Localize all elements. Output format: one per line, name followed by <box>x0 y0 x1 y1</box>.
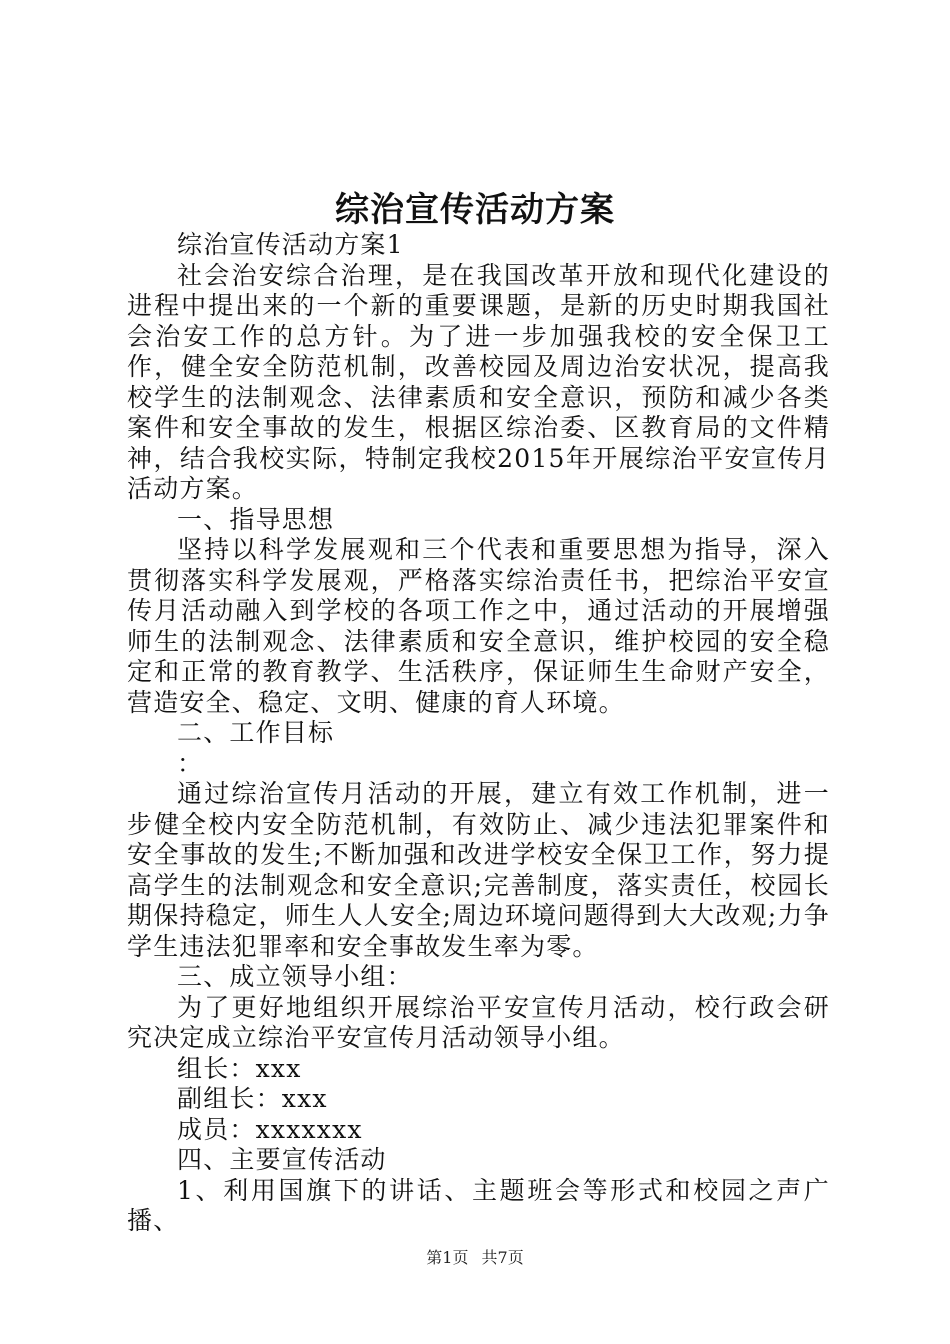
page-total: 共7页 <box>481 1248 524 1267</box>
section-heading-guiding-ideology: 一、指导思想 <box>177 504 335 534</box>
paragraph-work-goals: 通过综治宣传月活动的开展，建立有效工作机制，进一步健全校内安全防范机制，有效防止、减少违法犯罪案件和安全事故的发生;不断加强和改进学校安全保卫工作，努力提高学生的法制观念和安全意识;完善制度，落实责任，校园长期保持稳定，师生人人安全;周边环境问题得到大大改观;力争学生违法犯罪率和安全事故发生率为零。 <box>127 779 830 961</box>
deputy-leader-line: 副组长：xxx <box>177 1084 328 1113</box>
paragraph-leadership-group: 为了更好地组织开展综治平安宣传月活动，校行政会研究决定成立综治平安宣传月活动领导小组。 <box>127 992 830 1052</box>
page-footer <box>0 1245 950 1268</box>
paragraph-activity-1: 1、利用国旗下的讲话、主题班会等形式和校园之声广播、 <box>127 1175 830 1235</box>
paragraph-intro: 社会治安综合治理，是在我国改革开放和现代化建设的进程中提出来的一个新的重要课题，是新的历史时期我国社会治安工作的总方针。为了进一步加强我校的安全保卫工作，健全安全防范机制，改善校园及周边治安状况，提高我校学生的法制观念、法律素质和安全意识，预防和减少各类案件和安全事故的发生，根据区综治委、区教育局的文件精神，结合我校实际，特制定我校2015年开展综治平安宣传月活动方案。 <box>127 260 830 503</box>
subtitle-line: 综治宣传活动方案1 <box>177 230 404 259</box>
group-leader-line: 组长：xxx <box>177 1053 302 1083</box>
section-heading-leadership-group: 三、成立领导小组： <box>177 962 413 991</box>
colon-line: ： <box>177 748 204 778</box>
page-number: 第1页 <box>426 1248 469 1267</box>
document-body <box>127 230 830 1237</box>
section-heading-work-goals: 二、工作目标 <box>177 718 335 747</box>
section-heading-main-activities: 四、主要宣传活动 <box>177 1145 387 1174</box>
members-line: 成员：xxxxxxx <box>177 1114 363 1144</box>
document-title: 综治宣传活动方案 <box>335 190 615 230</box>
paragraph-guiding-ideology: 坚持以科学发展观和三个代表和重要思想为指导，深入贯彻落实科学发展观，严格落实综治责任书，把综治平安宣传月活动融入到学校的各项工作之中，通过活动的开展增强师生的法制观念、法律素质和安全意识，维护校园的安全稳定和正常的教育教学、生活秩序，保证师生生命财产安全，营造安全、稳定、文明、健康的育人环境。 <box>127 535 830 717</box>
